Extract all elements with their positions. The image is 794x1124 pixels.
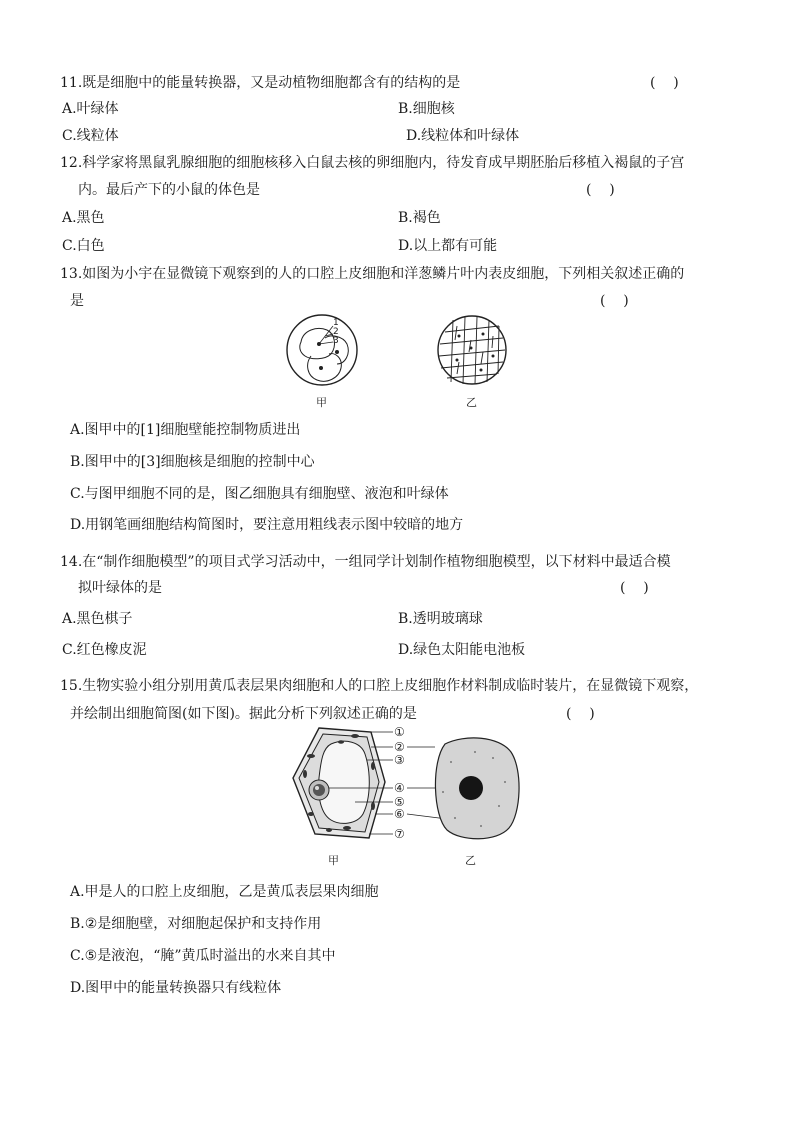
- q15-plant-cell: [293, 728, 385, 838]
- q12-option-a: A.黑色: [62, 210, 105, 226]
- q13-caption-right: 乙: [466, 396, 477, 409]
- q15-stem-line1: 15.生物实验小组分别用黄瓜表层果肉细胞和人的口腔上皮细胞作材料制成临时装片，在显微镜下观察，: [60, 678, 699, 694]
- q11-option-c: C.线粒体: [62, 128, 119, 144]
- q15-caption-left: 甲: [328, 854, 339, 867]
- q12-option-b: B.褐色: [398, 210, 441, 226]
- q13-stem-line1: 13.如图为小宇在显微镜下观察到的人的口腔上皮细胞和洋葱鳞片叶内表皮细胞，下列相关叙述正确的: [60, 266, 685, 282]
- q13-answer-paren: ( ): [600, 293, 629, 309]
- q15-answer-paren: ( ): [566, 706, 595, 722]
- q13-option-c: C.与图甲细胞不同的是，图乙细胞具有细胞壁、液泡和叶绿体: [70, 486, 449, 502]
- q13-figure-left-cells: [287, 315, 357, 385]
- q15-animal-cell: [435, 738, 519, 839]
- q11-option-d: D.线粒体和叶绿体: [406, 128, 520, 144]
- q13-option-d: D.用钢笔画细胞结构简图时，要注意用粗线表示图中较暗的地方: [70, 517, 464, 533]
- q14-option-a: A.黑色棋子: [62, 611, 133, 627]
- q13-cell-diagram: [285, 312, 515, 412]
- q14-stem-line2: 拟叶绿体的是: [78, 580, 162, 596]
- q14-option-b: B.透明玻璃球: [398, 611, 483, 627]
- q13-stem-line2: 是: [70, 293, 84, 309]
- q15-label-2: ②: [394, 740, 405, 754]
- q14-answer-paren: ( ): [620, 580, 649, 596]
- q13-label-3: 3: [333, 336, 339, 346]
- q15-label-1: ①: [394, 725, 405, 739]
- q15-option-d: D.图甲中的能量转换器只有线粒体: [70, 980, 282, 996]
- q12-option-c: C.白色: [62, 238, 105, 254]
- q15-label-4: ④: [394, 781, 405, 795]
- q13-option-b: B.图甲中的[3]细胞核是细胞的控制中心: [70, 454, 315, 470]
- q14-option-d: D.绿色太阳能电池板: [398, 642, 526, 658]
- q15-figure: [285, 722, 535, 870]
- q15-caption-right: 乙: [465, 854, 476, 867]
- q15-label-5: ⑤: [394, 795, 405, 809]
- q13-label-1: 1: [333, 318, 339, 328]
- q13-label-2: 2: [333, 327, 339, 337]
- q15-stem-line2: 并绘制出细胞简图(如下图)。据此分析下列叙述正确的是: [70, 706, 417, 722]
- q12-option-d: D.以上都有可能: [398, 238, 498, 254]
- q12-stem-line1: 12.科学家将黑鼠乳腺细胞的细胞核移入白鼠去核的卵细胞内，待发育成早期胚胎后移植入褐鼠的子宫: [60, 155, 685, 171]
- q13-option-a: A.图甲中的[1]细胞壁能控制物质进出: [70, 422, 301, 438]
- q15-label-7: ⑦: [394, 827, 405, 841]
- q15-option-a: A.甲是人的口腔上皮细胞，乙是黄瓜表层果肉细胞: [70, 884, 379, 900]
- q12-stem-line2: 内。最后产下的小鼠的体色是: [78, 182, 260, 198]
- q11-answer-paren: ( ): [650, 75, 679, 91]
- q15-label-6: ⑥: [394, 807, 405, 821]
- q13-figure: [285, 312, 515, 412]
- q11-option-a: A.叶绿体: [62, 101, 119, 117]
- q11-option-b: B.细胞核: [398, 101, 455, 117]
- q11-stem: 11.既是细胞中的能量转换器，又是动植物细胞都含有的结构的是: [60, 75, 461, 91]
- q15-cell-diagram: [285, 722, 535, 870]
- q15-label-3: ③: [394, 753, 405, 767]
- q13-figure-right-cells: [438, 316, 506, 384]
- q15-option-b: B.②是细胞壁，对细胞起保护和支持作用: [70, 916, 322, 932]
- q14-option-c: C.红色橡皮泥: [62, 642, 147, 658]
- q14-stem-line1: 14.在“制作细胞模型”的项目式学习活动中，一组同学计划制作植物细胞模型，以下材料中最适合模: [60, 554, 671, 570]
- q12-answer-paren: ( ): [586, 182, 615, 198]
- q15-option-c: C.⑤是液泡，“腌”黄瓜时溢出的水来自其中: [70, 948, 336, 964]
- q13-caption-left: 甲: [316, 396, 327, 409]
